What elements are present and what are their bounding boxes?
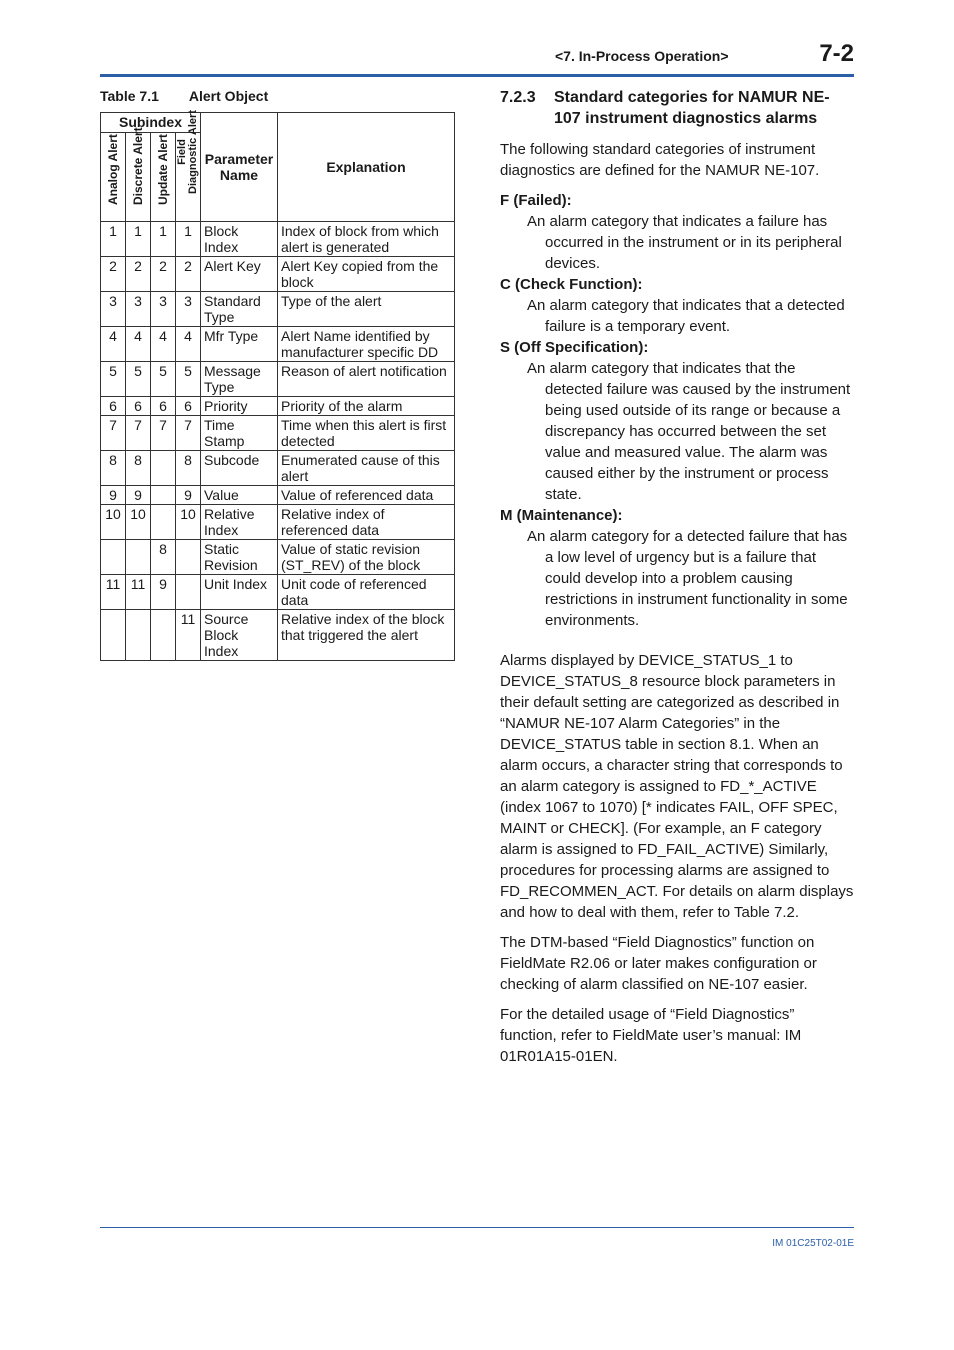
explanation-cell: Alert Name identified by manufacturer specific DD [278,327,455,362]
update-subindex-cell [151,610,176,661]
table-caption [100,88,268,104]
discrete-subindex-cell: 7 [126,416,151,451]
field-diagnostic-subindex-cell: 10 [176,505,201,540]
table-caption-number: Table 7.1 [100,88,159,104]
discrete-subindex-cell: 2 [126,257,151,292]
update-subindex-cell: 1 [151,222,176,257]
body-paragraph: Alarms displayed by DEVICE_STATUS_1 to DEVICE_STATUS_8 resource block parameters in their default setting are categorized as described in “NAMUR NE-107 Alarm Categories” in the DEVICE_STATUS table in section 8.1. When an alarm occurs, a character string that corresponds to an alarm category is assigned to FD_*_ACTIVE (index 1067 to 1070) [* indicates FAIL, OFF SPEC, MAINT or CHECK]. (For example, an F category alarm is assigned to FD_FAIL_ACTIVE) Similarly, procedures for processing alarms are assigned to FD_RECOMMEN_ACT. For details on alarm displays and how to deal with them, refer to Table 7.2. [500,652,854,921]
field-diagnostic-subindex-cell: 7 [176,416,201,451]
update-subindex-cell: 8 [151,540,176,575]
field-diagnostic-subindex-cell: 6 [176,397,201,416]
table-row [101,505,455,540]
update-subindex-cell [151,505,176,540]
update-subindex-cell: 2 [151,257,176,292]
footer-rule [100,1227,854,1228]
explanation-cell: Enumerated cause of this alert [278,451,455,486]
analog-subindex-cell: 11 [101,575,126,610]
table-row [101,327,455,362]
spacer [500,631,854,650]
analog-subindex-cell: 8 [101,451,126,486]
explanation-cell: Type of the alert [278,292,455,327]
field-diagnostic-subindex-cell [176,540,201,575]
field-diagnostic-subindex-cell: 5 [176,362,201,397]
explanation-header: Explanation [278,113,455,222]
parameter-name-cell: Message Type [201,362,278,397]
discrete-subindex-cell: 3 [126,292,151,327]
field-diagnostic-subindex-cell: 9 [176,486,201,505]
table-row [101,222,455,257]
update-subindex-cell: 4 [151,327,176,362]
table-row [101,416,455,451]
document-code: IM 01C25T02-01E [772,1238,854,1249]
parameter-name-cell: Time Stamp [201,416,278,451]
update-subindex-cell [151,486,176,505]
explanation-cell: Index of block from which alert is generated [278,222,455,257]
analog-subindex-cell: 2 [101,257,126,292]
intro-paragraph: The following standard categories of instrument diagnostics are defined for the NAMUR NE-107. [500,141,820,179]
field-diagnostic-subindex-cell: 1 [176,222,201,257]
parameter-name-cell: Source Block Index [201,610,278,661]
parameter-name-cell: Relative Index [201,505,278,540]
category-description: An alarm category for a detected failure that has a low level of urgency but is a failure that could develop into a problem causing restrictions in instrument functionality in some environments. [527,528,848,629]
discrete-subindex-cell: 11 [126,575,151,610]
page-number: 7-2 [819,40,854,67]
table-row [101,486,455,505]
discrete-alert-header: Discrete Alert [126,133,151,222]
section-content [500,87,854,1076]
section-number: 7.2.3 [500,89,536,106]
analog-subindex-cell: 1 [101,222,126,257]
parameter-name-cell: Alert Key [201,257,278,292]
header-rule [100,74,854,77]
analog-subindex-cell: 5 [101,362,126,397]
table-caption-title: Alert Object [188,88,269,104]
parameter-name-cell: Subcode [201,451,278,486]
parameter-name-cell: Priority [201,397,278,416]
field-diagnostic-subindex-cell: 4 [176,327,201,362]
discrete-subindex-cell: 9 [126,486,151,505]
update-subindex-cell: 3 [151,292,176,327]
category-label: C (Check Function): [500,276,643,293]
table-row [101,451,455,486]
table-row [101,540,455,575]
analog-subindex-cell: 3 [101,292,126,327]
explanation-cell: Priority of the alarm [278,397,455,416]
update-subindex-cell: 9 [151,575,176,610]
category-label: M (Maintenance): [500,507,623,524]
field-diagnostic-subindex-cell [176,575,201,610]
table-row [101,362,455,397]
parameter-name-cell: Mfr Type [201,327,278,362]
body-paragraph: For the detailed usage of “Field Diagnostics” function, refer to FieldMate user’s manual: IM 01R01A15-01EN. [500,1006,802,1065]
explanation-cell: Unit code of referenced data [278,575,455,610]
discrete-subindex-cell [126,610,151,661]
table-row [101,257,455,292]
subindex-header: Subindex [101,113,201,133]
header-section-title: <7. In-Process Operation> [555,48,729,64]
field-diagnostic-subindex-cell: 3 [176,292,201,327]
explanation-cell: Value of referenced data [278,486,455,505]
analog-subindex-cell: 6 [101,397,126,416]
field-diagnostic-subindex-cell: 8 [176,451,201,486]
parameter-name-cell: Unit Index [201,575,278,610]
category-description: An alarm category that indicates that a detected failure is a temporary event. [527,297,845,335]
category-description: An alarm category that indicates that the detected failure was caused by the instrument being used outside of its range or because a discrepancy has occurred between the set value and measured value. The alarm was caused either by the instrument or process state. [527,360,851,503]
explanation-cell: Reason of alert notification [278,362,455,397]
discrete-subindex-cell: 6 [126,397,151,416]
update-subindex-cell [151,451,176,486]
field-diagnostic-alert-header: Field Diagnostic Alert [176,133,201,222]
category-label: F (Failed): [500,192,572,209]
discrete-subindex-cell [126,540,151,575]
parameter-name-cell: Static Revision [201,540,278,575]
analog-subindex-cell: 4 [101,327,126,362]
table-row [101,575,455,610]
explanation-cell: Alert Key copied from the block [278,257,455,292]
update-subindex-cell: 7 [151,416,176,451]
alert-table-body [101,222,455,661]
table-row [101,610,455,661]
alert-object-table [100,112,455,661]
analog-subindex-cell: 9 [101,486,126,505]
analog-alert-header: Analog Alert [101,133,126,222]
discrete-subindex-cell: 4 [126,327,151,362]
category-label: S (Off Specification): [500,339,649,356]
update-alert-header: Update Alert [151,133,176,222]
discrete-subindex-cell: 8 [126,451,151,486]
analog-subindex-cell: 7 [101,416,126,451]
discrete-subindex-cell: 1 [126,222,151,257]
category-description: An alarm category that indicates a failure has occurred in the instrument or in its peripheral devices. [527,213,842,272]
field-diagnostic-subindex-cell: 11 [176,610,201,661]
discrete-subindex-cell: 10 [126,505,151,540]
explanation-cell: Time when this alert is first detected [278,416,455,451]
analog-subindex-cell: 10 [101,505,126,540]
parameter-name-header: Parameter Name [201,113,278,222]
update-subindex-cell: 6 [151,397,176,416]
table-row [101,292,455,327]
update-subindex-cell: 5 [151,362,176,397]
parameter-name-cell: Value [201,486,278,505]
discrete-subindex-cell: 5 [126,362,151,397]
parameter-name-cell: Block Index [201,222,278,257]
section-heading [500,87,854,129]
explanation-cell: Relative index of referenced data [278,505,455,540]
analog-subindex-cell [101,540,126,575]
explanation-cell: Relative index of the block that triggered the alert [278,610,455,661]
section-title: Standard categories for NAMUR NE-107 instrument diagnostics alarms [554,89,830,127]
parameter-name-cell: Standard Type [201,292,278,327]
analog-subindex-cell [101,610,126,661]
table-row [101,397,455,416]
field-diagnostic-subindex-cell: 2 [176,257,201,292]
body-paragraph: The DTM-based “Field Diagnostics” function on FieldMate R2.06 or later makes configuration or checking of alarm classified on NE-107 easier. [500,934,817,993]
explanation-cell: Value of static revision (ST_REV) of the block [278,540,455,575]
